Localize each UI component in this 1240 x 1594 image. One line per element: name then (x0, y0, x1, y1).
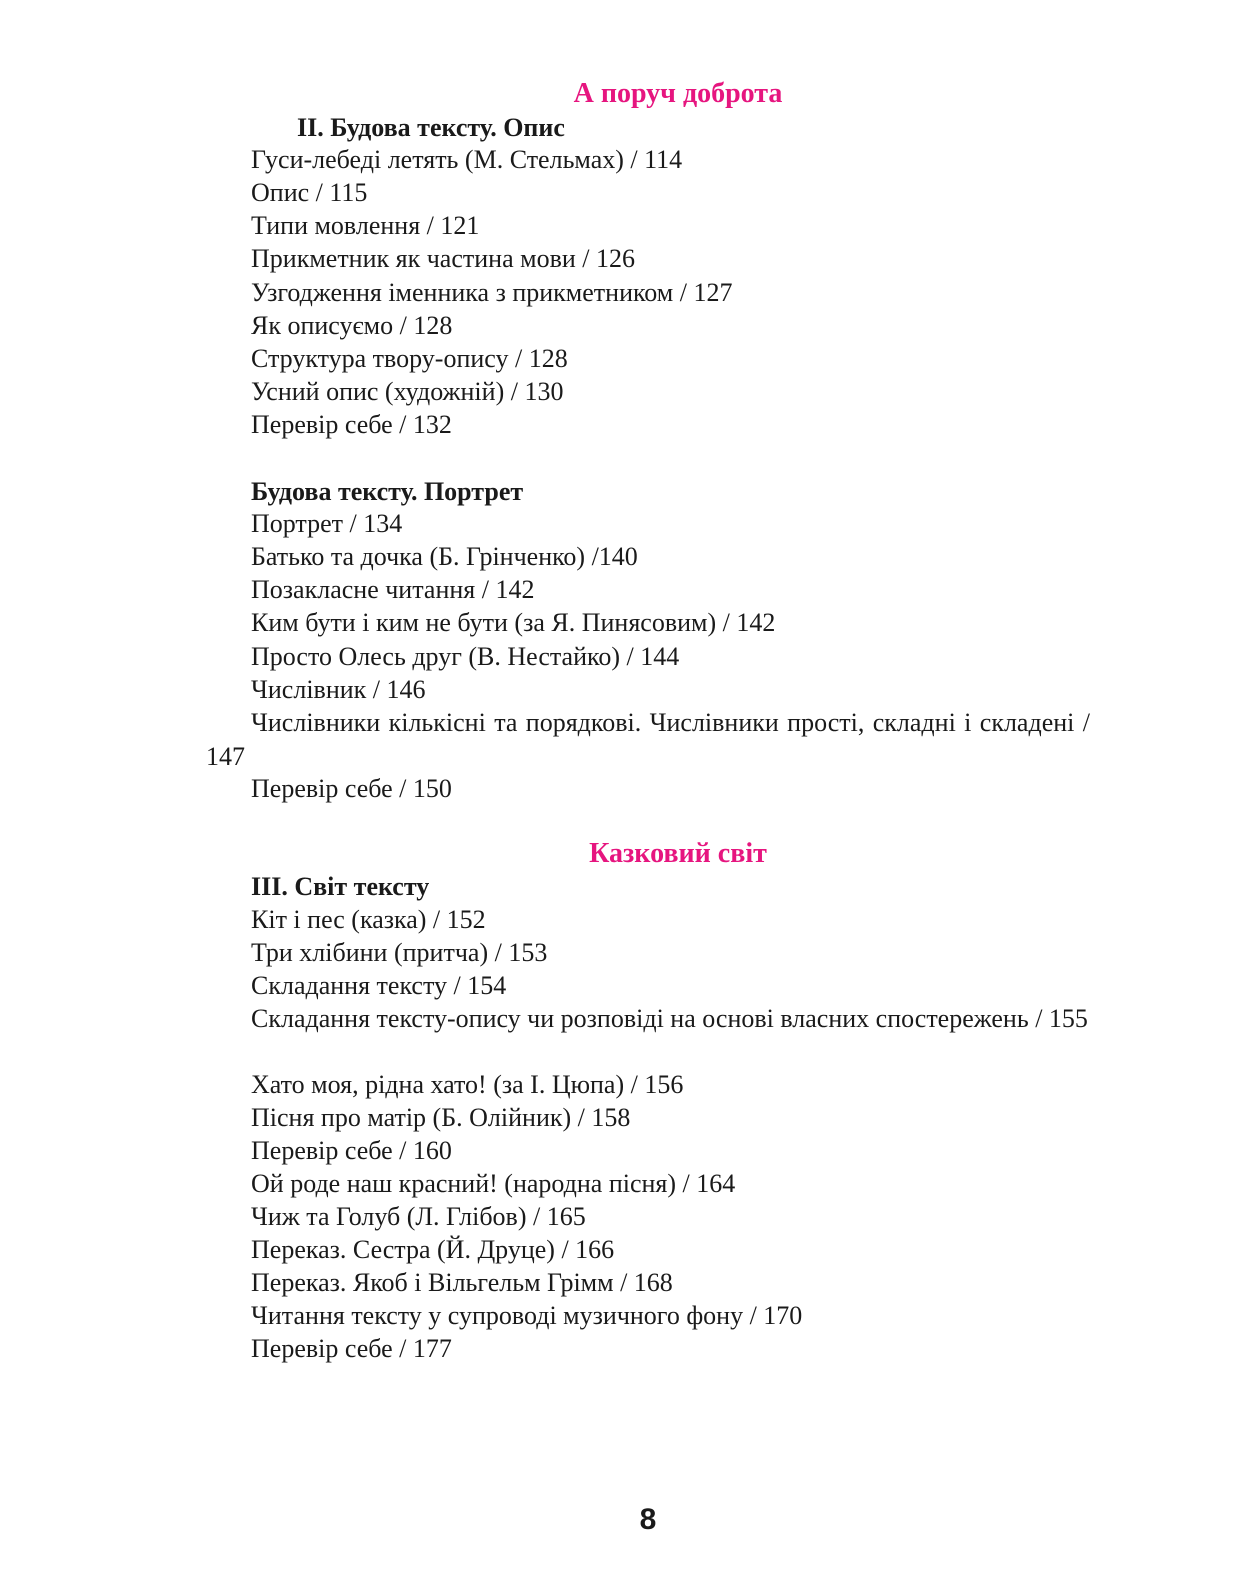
toc-entry: Усний опис (художній) / 130 (251, 377, 564, 406)
toc-entry: Переказ. Сестра (Й. Друце) / 166 (251, 1235, 615, 1264)
toc-entry: Перевір себе / 132 (251, 410, 452, 439)
subsection-heading-portret: Будова тексту. Портрет (251, 477, 524, 506)
toc-entry-wrapped: Числівники кількісні та порядкові. Числівники прості, складні і складені / 147 (206, 708, 1090, 771)
toc-entry: Три хлібини (притча) / 153 (251, 938, 548, 967)
toc-entry: Чиж та Голуб (Л. Глібов) / 165 (251, 1202, 586, 1231)
page-number: 8 (639, 1503, 657, 1536)
toc-entry: Складання тексту / 154 (251, 971, 507, 1000)
toc-entry: Переказ. Якоб і Вільгельм Грімм / 168 (251, 1268, 673, 1297)
toc-entry: Пісня про матір (Б. Олійник) / 158 (251, 1103, 631, 1132)
toc-entry: Перевір себе / 160 (251, 1136, 452, 1165)
toc-entry-wrapped: Складання тексту-опису чи розповіді на основі власних спостережень / 155 (251, 1004, 1088, 1033)
subsection-heading-svit-tekstu: ІІІ. Світ тексту (251, 872, 430, 901)
toc-entry: Як описуємо / 128 (251, 311, 453, 340)
section-title-kazkovyi-svit: Казковий світ (589, 838, 767, 869)
toc-entry: Просто Олесь друг (В. Нестайко) / 144 (251, 642, 680, 671)
toc-entry: Числівник / 146 (251, 675, 426, 704)
toc-entry: Ким бути і ким не бути (за Я. Пинясовим) / 142 (251, 608, 776, 637)
toc-entry: Кіт і пес (казка) / 152 (251, 905, 486, 934)
toc-entry: Ой роде наш красний! (народна пісня) / 164 (251, 1169, 736, 1198)
toc-entry: Батько та дочка (Б. Грінченко) /140 (251, 542, 638, 571)
toc-entry: Прикметник як частина мови / 126 (251, 244, 635, 273)
toc-entry: Перевір себе / 150 (251, 774, 452, 803)
toc-entry: Перевір себе / 177 (251, 1334, 452, 1363)
toc-entry: Портрет / 134 (251, 509, 403, 538)
toc-entry: Гуси-лебеді летять (М. Стельмах) / 114 (251, 145, 683, 174)
toc-entry: Опис / 115 (251, 178, 368, 207)
toc-entry: Хато моя, рідна хато! (за І. Цюпа) / 156 (251, 1070, 684, 1099)
section-title-a-poruch-dobrota: А поруч доброта (573, 78, 783, 109)
toc-entry: Позакласне читання / 142 (251, 575, 535, 604)
subsection-heading-opys: ІІ. Будова тексту. Опис (297, 113, 565, 142)
toc-entry: Узгодження іменника з прикметником / 127 (251, 278, 733, 307)
toc-entry: Типи мовлення / 121 (251, 211, 480, 240)
toc-entry: Структура твору-опису / 128 (251, 344, 568, 373)
toc-entry: Читання тексту у супроводі музичного фону / 170 (251, 1301, 803, 1330)
